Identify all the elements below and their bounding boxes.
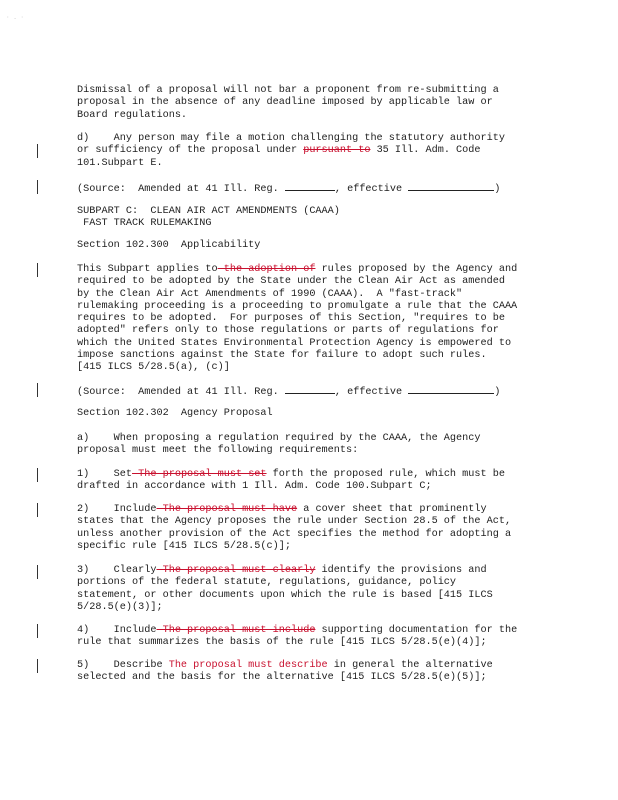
text-line: in general the alternative <box>327 660 493 671</box>
text-line: 5/28.5(e)(3)]; <box>77 601 163 613</box>
text-line: rules proposed by the Agency and <box>315 264 518 275</box>
text-line: adopted" refers only to those regulations or parts of regulations for <box>77 325 499 337</box>
heading-line: SUBPART C: CLEAN AIR ACT AMENDMENTS (CAAA) <box>77 206 340 217</box>
section-title <box>77 240 547 252</box>
source-label: (Source: Amended at 41 Ill. Reg. <box>77 387 285 398</box>
text-line: forth the proposed rule, which must be <box>266 469 505 480</box>
text-line: 4) Include <box>77 625 157 636</box>
text-line: 5) Describe <box>77 660 169 671</box>
deleted-text: The proposal must include <box>156 625 316 636</box>
deleted-text: The proposal must have <box>156 504 298 515</box>
text-line: specific rule [415 ILCS 5/28.5(c)]; <box>77 540 291 552</box>
text-line: a) When proposing a regulation required by the CAAA, the Agency <box>77 433 481 444</box>
section-heading: Section 102.300 Applicability <box>77 240 261 251</box>
source-note <box>77 181 547 196</box>
subpart-heading <box>77 206 547 231</box>
text-line: states that the Agency proposes the rule under Section 28.5 of the Act, <box>77 516 512 528</box>
text-line: which the United States Environmental Protection Agency is empowered to <box>77 337 512 349</box>
text-line: Board regulations. <box>77 109 188 121</box>
source-label: (Source: Amended at 41 Ill. Reg. <box>77 184 285 195</box>
text-line: d) Any person may file a motion challenging the statutory authority <box>77 133 505 144</box>
deleted-text: The proposal must clearly <box>156 565 316 576</box>
text-line: 1) Set <box>77 469 133 480</box>
text-line: proposal must meet the following requirements: <box>77 445 359 457</box>
text-line: required to be adopted by the State under the Clean Air Act as amended <box>77 276 505 288</box>
deleted-text: the adoption of <box>217 264 316 275</box>
text-line: [415 ILCS 5/28.5(a), (c)] <box>77 362 230 374</box>
blank-underline <box>285 384 335 394</box>
item-4 <box>77 625 547 650</box>
heading-line: FAST TRACK RULEMAKING <box>77 218 212 230</box>
text-line: 35 Ill. Adm. Code <box>370 145 481 157</box>
text-line: 2) Include <box>77 504 157 515</box>
revision-bar <box>37 468 38 482</box>
text-line: rule that summarizes the basis of the rule [415 ILCS 5/28.5(e)(4)]; <box>77 637 487 649</box>
text-line: impose sanctions against the State for failure to adopt such rules. <box>77 350 487 362</box>
paragraph-a <box>77 433 547 458</box>
blank-underline <box>285 181 335 191</box>
revision-bar <box>37 144 38 158</box>
text-line: proposal in the absence of any deadline imposed by applicable law or <box>77 97 493 109</box>
text-line: identify the provisions and <box>315 565 487 576</box>
source-label: ) <box>494 387 501 398</box>
blank-underline <box>408 384 494 394</box>
paragraph-d <box>77 133 547 170</box>
revision-bar <box>37 503 38 517</box>
item-2 <box>77 504 547 553</box>
text-line: rulemaking proceeding is a proceeding to promulgate a rule that the CAAA <box>77 300 518 312</box>
text-line: This Subpart applies to <box>77 264 218 275</box>
source-label: , effective <box>334 184 409 195</box>
blank-underline <box>408 181 494 191</box>
deleted-text: The proposal must set <box>132 469 267 480</box>
text-line: unless another provision of the Act specifies the method for adopting a <box>77 528 512 540</box>
source-label: , effective <box>334 387 409 398</box>
text-line: Dismissal of a proposal will not bar a proponent from re-submitting a <box>77 85 499 96</box>
source-label: ) <box>494 184 501 195</box>
text-line: supporting documentation for the <box>315 625 518 636</box>
item-1 <box>77 469 547 494</box>
source-note <box>77 384 547 399</box>
text-line: selected and the basis for the alternative [415 ILCS 5/28.5(e)(5)]; <box>77 672 487 684</box>
applicability-paragraph <box>77 264 547 375</box>
scan-speck: · . · <box>6 14 25 21</box>
section-heading: Section 102.302 Agency Proposal <box>77 408 273 419</box>
text-line: by the Clean Air Act Amendments of 1990 (CAAA). A "fast-track" <box>77 288 463 300</box>
dismissal-paragraph <box>77 85 547 122</box>
text-line: portions of the federal statute, regulations, guidance, policy <box>77 577 457 589</box>
deleted-text: pursuant to <box>303 145 371 157</box>
text-line: 101.Subpart E. <box>77 157 163 169</box>
revision-bar <box>37 565 38 579</box>
revision-bar <box>37 263 38 277</box>
text-line: a cover sheet that prominently <box>297 504 487 515</box>
text-line: drafted in accordance with 1 Ill. Adm. Code 100.Subpart C; <box>77 481 432 493</box>
text-line: 3) Clearly <box>77 565 157 576</box>
section-title <box>77 408 547 420</box>
revision-bar <box>37 659 38 673</box>
revision-bar <box>37 180 38 194</box>
text-line: statement, or other documents upon which the rule is based [415 ILCS <box>77 589 493 601</box>
revision-bar <box>37 624 38 638</box>
item-3 <box>77 565 547 614</box>
text-line: requires to be adopted. For purposes of this Section, "requires to be <box>77 313 505 325</box>
inserted-text: The proposal must describe <box>168 660 328 671</box>
item-5 <box>77 660 547 685</box>
revision-bar <box>37 383 38 397</box>
text-line: or sufficiency of the proposal under <box>77 145 304 157</box>
